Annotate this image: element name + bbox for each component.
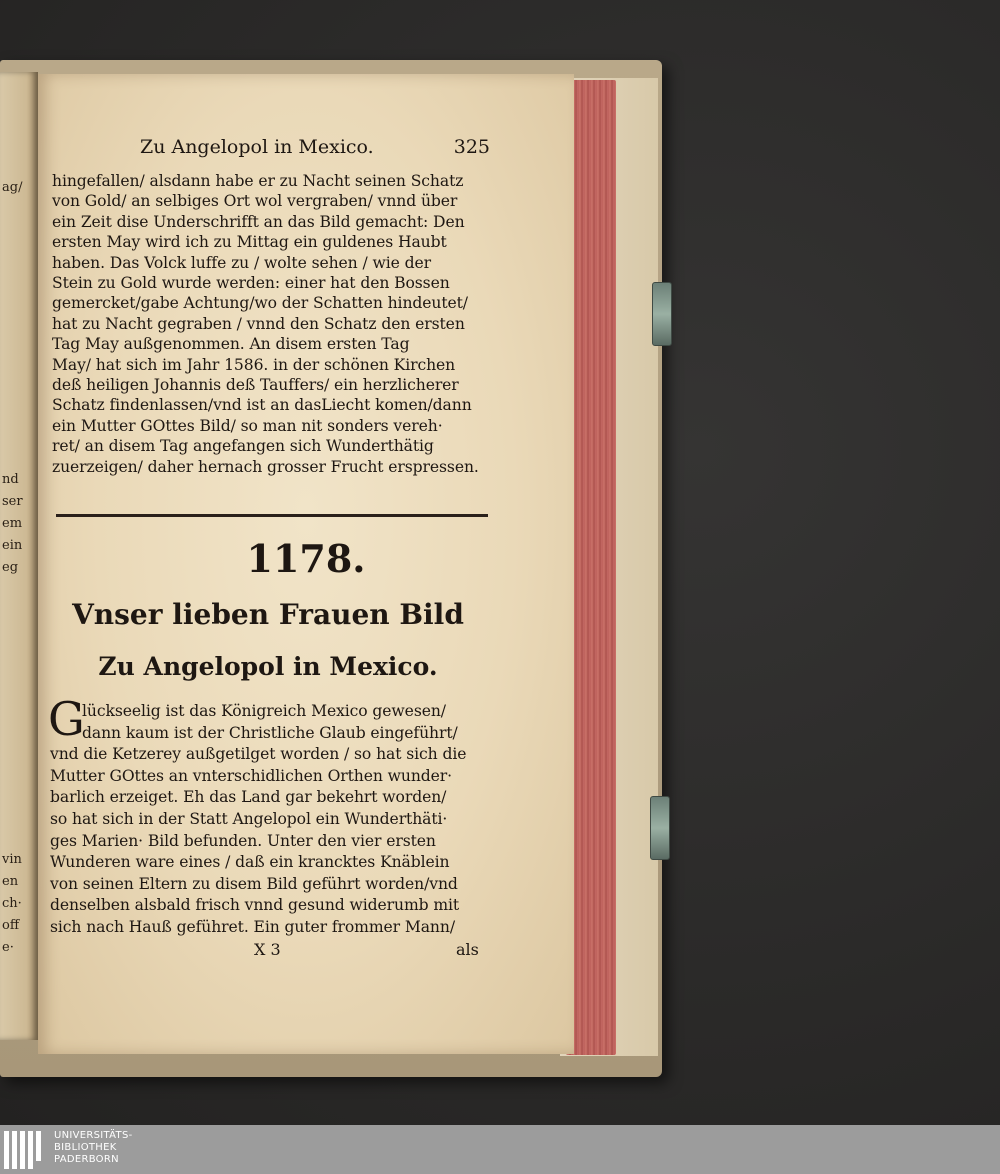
left-page-fragment: vin — [2, 852, 22, 867]
right-page — [38, 74, 574, 1054]
text-line: ein Zeit dise Underschrifft an das Bild gemacht: Den — [52, 212, 465, 231]
folio-number: 325 — [453, 136, 490, 158]
text-line: lückseelig ist das Königreich Mexico gewesen/ — [82, 702, 446, 720]
text-line: von seinen Eltern zu disem Bild geführt worden/vnd — [50, 874, 458, 893]
library-name-line-1: UNIVERSITÄTS- — [54, 1130, 133, 1141]
text-line: von Gold/ an selbiges Ort wol vergraben/ vnnd über — [52, 192, 458, 211]
left-page-fragment: nd — [2, 472, 19, 487]
left-page-fragment: e· — [2, 940, 14, 955]
running-head — [140, 136, 490, 158]
entry-title: Vnser lieben Frauen Bild — [72, 598, 464, 631]
text-line: hingefallen/ alsdann habe er zu Nacht seinen Schatz — [52, 172, 464, 190]
text-line: ret/ an disem Tag angefangen sich Wunderthätig — [52, 437, 434, 456]
section-rule — [56, 514, 488, 517]
text-line: so hat sich in der Statt Angelopol ein Wunderthäti· — [50, 810, 448, 828]
left-page-fragment: ch· — [2, 896, 22, 911]
left-page-fragment: off — [2, 918, 20, 933]
text-line: haben. Das Volck luffe zu / wolte sehen / wie der — [52, 253, 431, 272]
text-line: vnd die Ketzerey außgetilget worden / so hat sich die — [50, 745, 467, 764]
text-line: May/ hat sich im Jahr 1586. in der schönen Kirchen — [52, 355, 456, 374]
text-line: zuerzeigen/ daher hernach grosser Frucht erspressen. — [52, 457, 479, 476]
text-line: Schatz findenlassen/vnd ist an dasLiecht komen/dann — [52, 396, 472, 415]
left-page-fragment: en — [2, 874, 19, 889]
library-name — [54, 1130, 133, 1166]
library-logo-icon — [4, 1131, 48, 1169]
text-line: hat zu Nacht gegraben / vnnd den Schatz den ersten — [52, 314, 465, 333]
text-line: barlich erzeiget. Eh das Land gar bekehrt worden/ — [50, 788, 447, 807]
left-page-fragment: ein — [2, 538, 23, 553]
drop-capital: G — [48, 692, 85, 746]
left-page-fragment: ag/ — [2, 180, 23, 195]
clasp-upper-icon — [652, 282, 672, 346]
left-page-fragment: eg — [2, 560, 19, 575]
left-page-fragment: ser — [2, 494, 23, 509]
running-head-title: Zu Angelopol in Mexico. — [140, 136, 374, 158]
text-line: gemercket/gabe Achtung/wo der Schatten hindeutet/ — [52, 294, 468, 313]
text-line: ges Marien· Bild befunden. Unter den vier ersten — [50, 831, 436, 850]
signature-mark: X 3 — [254, 940, 281, 959]
text-line: dann kaum ist der Christliche Glaub eingeführt/ — [82, 723, 458, 742]
text-line: ersten May wird ich zu Mittag ein guldenes Haubt — [52, 233, 447, 252]
text-line: Stein zu Gold wurde werden: einer hat den Bossen — [52, 274, 450, 292]
text-line: deß heiligen Johannis deß Tauffers/ ein herzlicherer — [52, 376, 459, 394]
text-line: Tag May außgenommen. An disem ersten Tag — [52, 335, 410, 354]
catchword: als — [456, 940, 479, 959]
entry-subtitle: Zu Angelopol in Mexico. — [98, 652, 438, 681]
text-line: Mutter GOttes an vnterschidlichen Orthen wunder· — [50, 766, 453, 785]
left-page — [0, 72, 38, 1040]
library-footer — [0, 1125, 1000, 1174]
text-line: sich nach Hauß geführet. Ein guter frommer Mann/ — [50, 918, 455, 936]
text-line: ein Mutter GOttes Bild/ so man nit sonders vereh· — [52, 416, 443, 435]
text-line: denselben alsbald frisch vnnd gesund widerumb mit — [50, 896, 460, 915]
clasp-lower-icon — [650, 796, 670, 860]
library-name-line-2: BIBLIOTHEK — [54, 1142, 117, 1153]
left-page-fragment: em — [2, 516, 23, 531]
text-line: Wunderen ware eines / daß ein krancktes Knäblein — [50, 853, 450, 872]
entry-number: 1178. — [246, 536, 366, 581]
library-name-line-3: PADERBORN — [54, 1154, 119, 1165]
